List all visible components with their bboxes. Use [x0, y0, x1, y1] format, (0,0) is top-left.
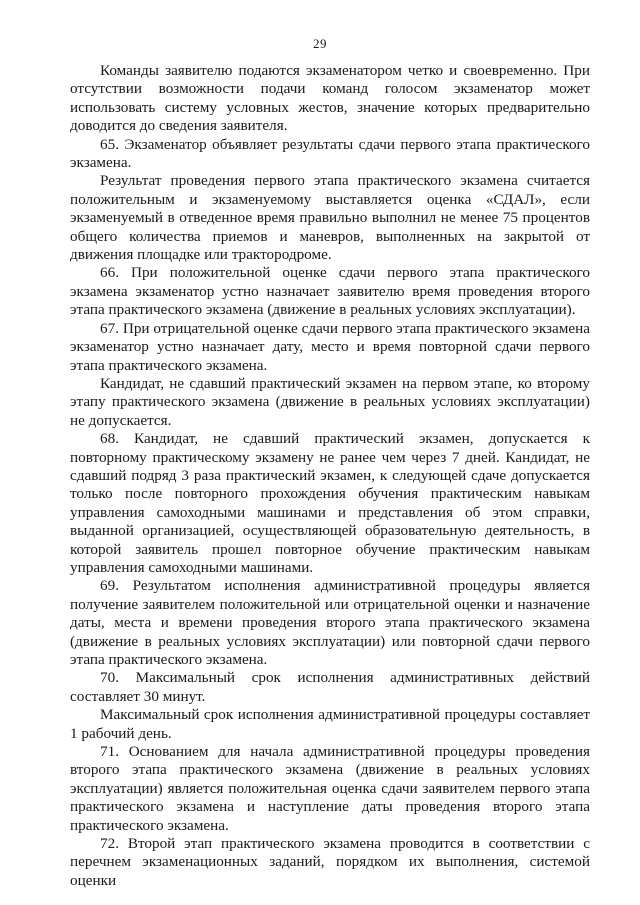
paragraph-67: 67. При отрицательной оценке сдачи первого этапа практического экзамена экзаменатор устно назначает дату, место и время повторной сдачи первого этапа практического экзамена.: [70, 319, 590, 374]
paragraph-71: 71. Основанием для начала административной процедуры проведения второго этапа практического экзамена (движение в реальных условиях эксплуатации) является положительная оценка сдачи заявителем первого этапа практического экзамена и наступление даты проведения второго этапа практического экзамена.: [70, 743, 590, 834]
paragraph-72: 72. Второй этап практического экзамена проводится в соответствии с перечнем экзаменационных заданий, порядком их выполнения, системой оценки: [70, 835, 590, 889]
paragraph-69: 69. Результатом исполнения административной процедуры является получение заявителем положительной или отрицательной оценки и назначение даты, места и времени проведения второго этапа практического экзамена (движение в реальных условиях эксплуатации) или повторной сдачи первого этапа практического экзамена.: [70, 577, 590, 668]
paragraph-65-result: Результат проведения первого этапа практического экзамена считается положительным и экзаменуемому выставляется оценка «СДАЛ», если экзаменуемый в отведенное время правильно выполнил не менее 75 процентов общего количества приемов и маневров, выполненных на закрытой от движения площадке или трактородроме.: [70, 172, 590, 264]
document-body: [70, 62, 590, 890]
page-number: 29: [313, 36, 327, 51]
paragraph-68: 68. Кандидат, не сдавший практический экзамен, допускается к повторному практическому экзамену не ранее чем через 7 дней. Кандидат, не сдавший подряд 3 раза практический экзамен, к следующей сдаче допускается только после повторного прохождения обучения практическим навыкам управления самоходными машинами и представления об этом справки, выданной организацией, осуществляющей образовательную деятельность, в которой заявитель прошел повторное обучение практическим навыкам управления самоходными машинами.: [70, 430, 590, 576]
paragraph-intro-commands: Команды заявителю подаются экзаменатором четко и своевременно. При отсутствии возможности подачи команд голосом экзаменатор может использовать систему условных жестов, значение которых предварительно доводится до сведения заявителя.: [70, 62, 590, 135]
paragraph-66: 66. При положительной оценке сдачи первого этапа практического экзамена экзаменатор устно назначает заявителю время проведения второго этапа практического экзамена (движение в реальных условиях эксплуатации).: [70, 264, 590, 319]
paragraph-70-max-term: Максимальный срок исполнения административной процедуры составляет 1 рабочий день.: [70, 706, 590, 742]
paragraph-70: 70. Максимальный срок исполнения административных действий составляет 30 минут.: [70, 669, 590, 705]
paragraph-67-candidate: Кандидат, не сдавший практический экзамен на первом этапе, ко второму этапу практического экзамена (движение в реальных условиях эксплуатации) не допускается.: [70, 374, 590, 429]
paragraph-65: 65. Экзаменатор объявляет результаты сдачи первого этапа практического экзамена.: [70, 135, 590, 172]
